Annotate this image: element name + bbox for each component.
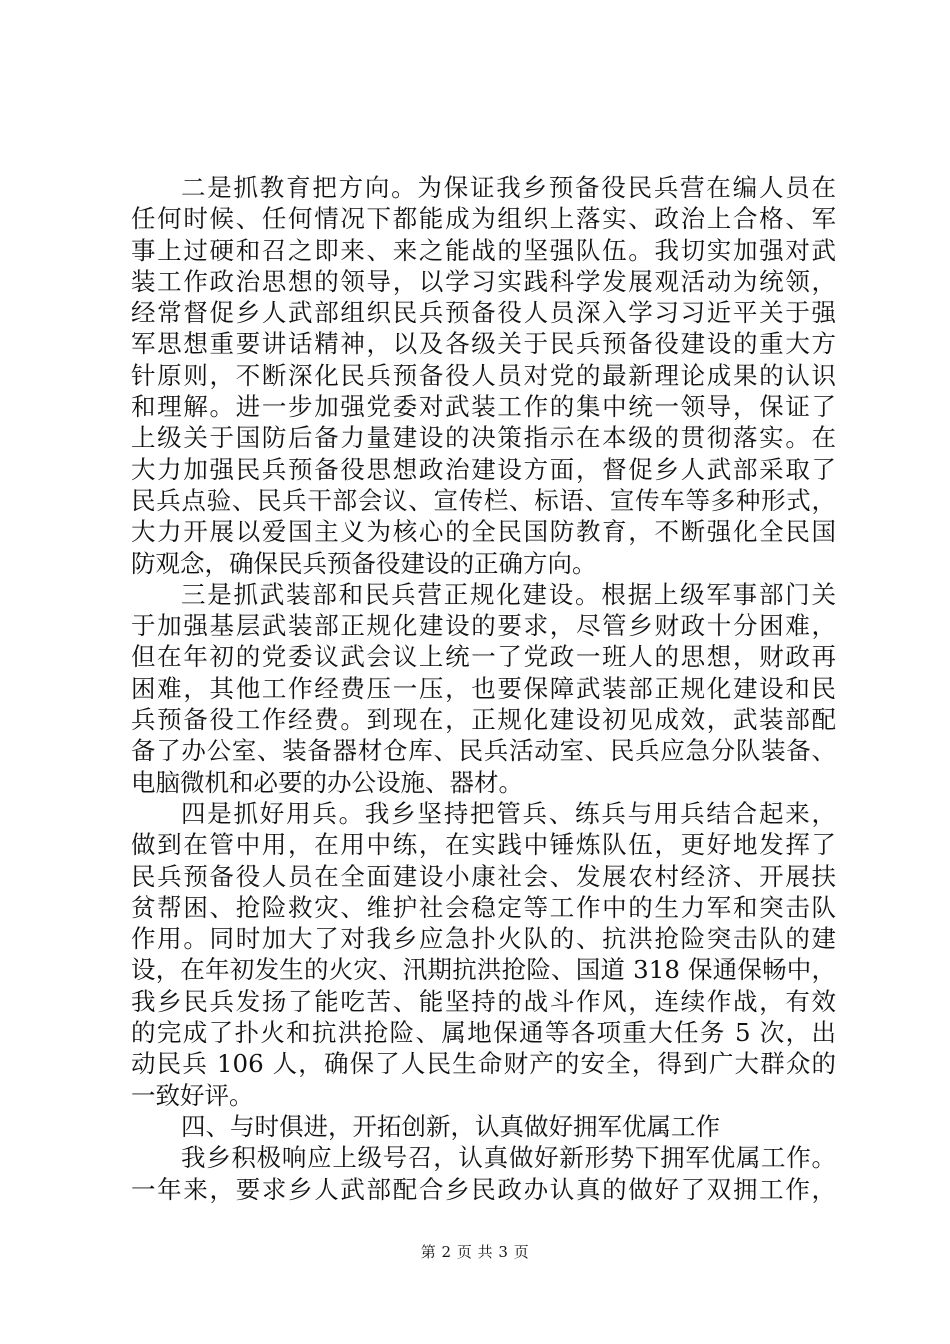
text-line: 于加强基层武装部正规化建设的要求，尽管乡财政十分困难， [131, 611, 836, 641]
text-line: 大力开展以爱国主义为核心的全民国防教育，不断强化全民国 [131, 517, 836, 547]
text-line: 做到在管中用，在用中练，在实践中锤炼队伍，更好地发挥了 [131, 830, 836, 860]
text-line: 经常督促乡人武部组织民兵预备役人员深入学习习近平关于强 [131, 298, 836, 328]
text-line: 备了办公室、装备器材仓库、民兵活动室、民兵应急分队装备、 [131, 736, 836, 766]
text-line: 任何时候、任何情况下都能成为组织上落实、政治上合格、军 [131, 204, 836, 234]
text-line: 我乡积极响应上级号召，认真做好新形势下拥军优属工作。 [181, 1143, 836, 1173]
text-line: 大力加强民兵预备役思想政治建设方面，督促乡人武部采取了 [131, 454, 836, 484]
text-line: 上级关于国防后备力量建设的决策指示在本级的贯彻落实。在 [131, 423, 836, 453]
text-line: 民兵预备役人员在全面建设小康社会、发展农村经济、开展扶 [131, 861, 836, 891]
text-line: 兵预备役工作经费。到现在，正规化建设初见成效，武装部配 [131, 705, 836, 735]
text-line: 的完成了扑火和抗洪抢险、属地保通等各项重大任务 5 次，出 [131, 1018, 836, 1048]
text-line: 贫帮困、抢险救灾、维护社会稳定等工作中的生力军和突击队 [131, 892, 836, 922]
text-line: 一致好评。 [131, 1080, 254, 1110]
text-line: 装工作政治思想的领导，以学习实践科学发展观活动为统领， [131, 266, 836, 296]
text-line: 但在年初的党委议武会议上统一了党政一班人的思想，财政再 [131, 642, 836, 672]
document-body [131, 172, 836, 1205]
text-line: 二是抓教育把方向。为保证我乡预备役民兵营在编人员在 [181, 173, 836, 202]
text-line: 作用。同时加大了对我乡应急扑火队的、抗洪抢险突击队的建 [131, 924, 836, 954]
text-line: 事上过硬和召之即来、来之能战的坚强队伍。我切实加强对武 [131, 235, 836, 265]
text-line: 四是抓好用兵。我乡坚持把管兵、练兵与用兵结合起来， [181, 798, 836, 828]
text-line: 我乡民兵发扬了能吃苦、能坚持的战斗作风，连续作战，有效 [131, 986, 836, 1016]
text-line: 防观念，确保民兵预备役建设的正确方向。 [131, 548, 597, 578]
text-line: 困难，其他工作经费压一压，也要保障武装部正规化建设和民 [131, 673, 836, 703]
text-line: 动民兵 106 人，确保了人民生命财产的安全，得到广大群众的 [131, 1049, 836, 1079]
text-line: 电脑微机和必要的办公设施、器材。 [131, 767, 523, 797]
text-line: 和理解。进一步加强党委对武装工作的集中统一领导，保证了 [131, 392, 836, 422]
text-line: 设，在年初发生的火灾、汛期抗洪抢险、国道 318 保通保畅中， [131, 955, 836, 985]
text-line: 民兵点验、民兵干部会议、宣传栏、标语、宣传车等多种形式， [131, 485, 836, 515]
text-line: 针原则，不断深化民兵预备役人员对党的最新理论成果的认识 [131, 360, 836, 390]
page-footer: 第 2 页 共 3 页 [420, 1243, 530, 1261]
text-line: 四、与时俱进，开拓创新，认真做好拥军优属工作 [181, 1111, 720, 1141]
text-line: 三是抓武装部和民兵营正规化建设。根据上级军事部门关 [181, 579, 836, 609]
text-line: 军思想重要讲话精神，以及各级关于民兵预备役建设的重大方 [131, 329, 836, 359]
text-line: 一年来，要求乡人武部配合乡民政办认真的做好了双拥工作， [131, 1174, 836, 1204]
